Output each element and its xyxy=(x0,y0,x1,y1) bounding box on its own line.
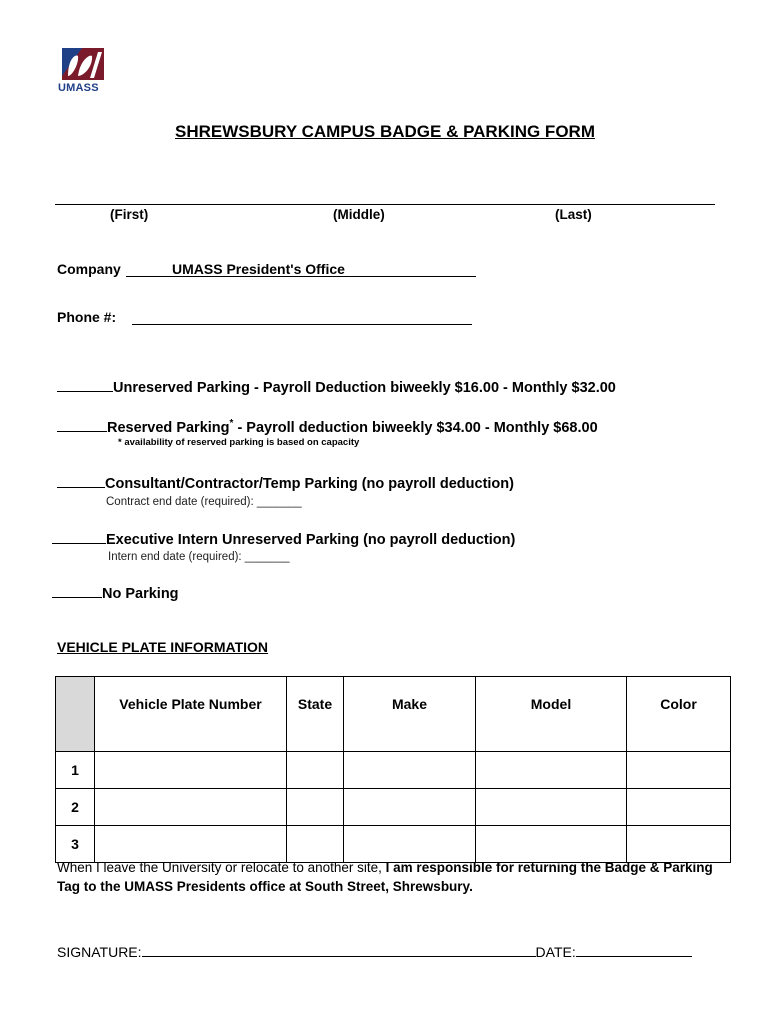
option-no-parking-blank[interactable] xyxy=(52,597,102,598)
row-number: 1 xyxy=(56,752,95,789)
last-name-label: (Last) xyxy=(555,207,592,222)
name-line[interactable] xyxy=(55,204,715,205)
state-cell[interactable] xyxy=(287,789,344,826)
model-cell[interactable] xyxy=(476,826,627,863)
option-reserved xyxy=(57,418,598,436)
date-label: DATE: xyxy=(535,944,576,960)
header-blank-cell xyxy=(56,677,95,752)
table-row xyxy=(56,789,731,826)
phone-line[interactable] xyxy=(132,324,472,325)
color-cell[interactable] xyxy=(627,789,731,826)
option-reserved-blank[interactable] xyxy=(57,431,107,432)
company-label: Company xyxy=(57,261,121,277)
option-unreserved-blank[interactable] xyxy=(57,391,113,392)
plate-number-cell[interactable] xyxy=(95,826,287,863)
make-cell[interactable] xyxy=(344,752,476,789)
phone-label: Phone #: xyxy=(57,309,117,325)
header-make: Make xyxy=(344,677,476,752)
make-cell[interactable] xyxy=(344,826,476,863)
signature-label: SIGNATURE: xyxy=(57,944,142,960)
option-unreserved xyxy=(57,380,616,396)
option-reserved-label-start: Reserved Parking xyxy=(107,419,230,436)
row-number: 2 xyxy=(56,789,95,826)
option-no-parking xyxy=(52,586,179,602)
state-cell[interactable] xyxy=(287,826,344,863)
header-model: Model xyxy=(476,677,627,752)
plate-number-cell[interactable] xyxy=(95,789,287,826)
responsibility-statement xyxy=(57,858,737,896)
vehicle-table-header xyxy=(56,677,731,752)
vehicle-table xyxy=(55,676,731,863)
umass-logo-text: UMASS xyxy=(58,82,99,94)
middle-name-label: (Middle) xyxy=(333,207,385,222)
color-cell[interactable] xyxy=(627,752,731,789)
color-cell[interactable] xyxy=(627,826,731,863)
statement-bold: I am responsible for returning the Badge & Parking Tag to the UMASS Presidents office at South Street, Shrewsbury. xyxy=(57,860,713,894)
contract-end-date: Contract end date (required): _______ xyxy=(106,496,302,508)
option-consultant xyxy=(57,476,514,492)
option-consultant-label: Consultant/Contractor/Temp Parking (no payroll deduction) xyxy=(105,476,514,492)
company-value: UMASS President's Office xyxy=(172,261,345,277)
intern-end-date: Intern end date (required): _______ xyxy=(108,551,290,563)
make-cell[interactable] xyxy=(344,789,476,826)
signature-line[interactable] xyxy=(142,956,536,957)
reserved-note: * availability of reserved parking is based on capacity xyxy=(118,437,360,448)
plate-number-cell[interactable] xyxy=(95,752,287,789)
row-number: 3 xyxy=(56,826,95,863)
statement-normal: When I leave the University or relocate to another site, xyxy=(57,860,386,875)
first-name-label: (First) xyxy=(110,207,149,222)
option-intern-label: Executive Intern Unreserved Parking (no payroll deduction) xyxy=(106,532,516,548)
option-no-parking-label: No Parking xyxy=(102,586,179,602)
form-title: SHREWSBURY CAMPUS BADGE & PARKING FORM xyxy=(175,122,595,141)
table-row xyxy=(56,826,731,863)
table-row xyxy=(56,752,731,789)
option-consultant-blank[interactable] xyxy=(57,487,105,488)
option-intern-blank[interactable] xyxy=(52,543,106,544)
state-cell[interactable] xyxy=(287,752,344,789)
date-line[interactable] xyxy=(576,956,692,957)
option-reserved-asterisk: * xyxy=(229,418,234,429)
header-color: Color xyxy=(627,677,731,752)
option-unreserved-label: Unreserved Parking - Payroll Deduction biweekly $16.00 - Monthly $32.00 xyxy=(113,380,616,396)
model-cell[interactable] xyxy=(476,752,627,789)
header-state: State xyxy=(287,677,344,752)
umass-logo xyxy=(60,46,106,96)
model-cell[interactable] xyxy=(476,789,627,826)
option-intern xyxy=(52,532,515,548)
header-plate-number: Vehicle Plate Number xyxy=(95,677,287,752)
option-reserved-label-end: - Payroll deduction biweekly $34.00 - Monthly $68.00 xyxy=(233,419,598,436)
signature-row xyxy=(57,944,692,960)
vehicle-heading: VEHICLE PLATE INFORMATION xyxy=(57,639,269,655)
